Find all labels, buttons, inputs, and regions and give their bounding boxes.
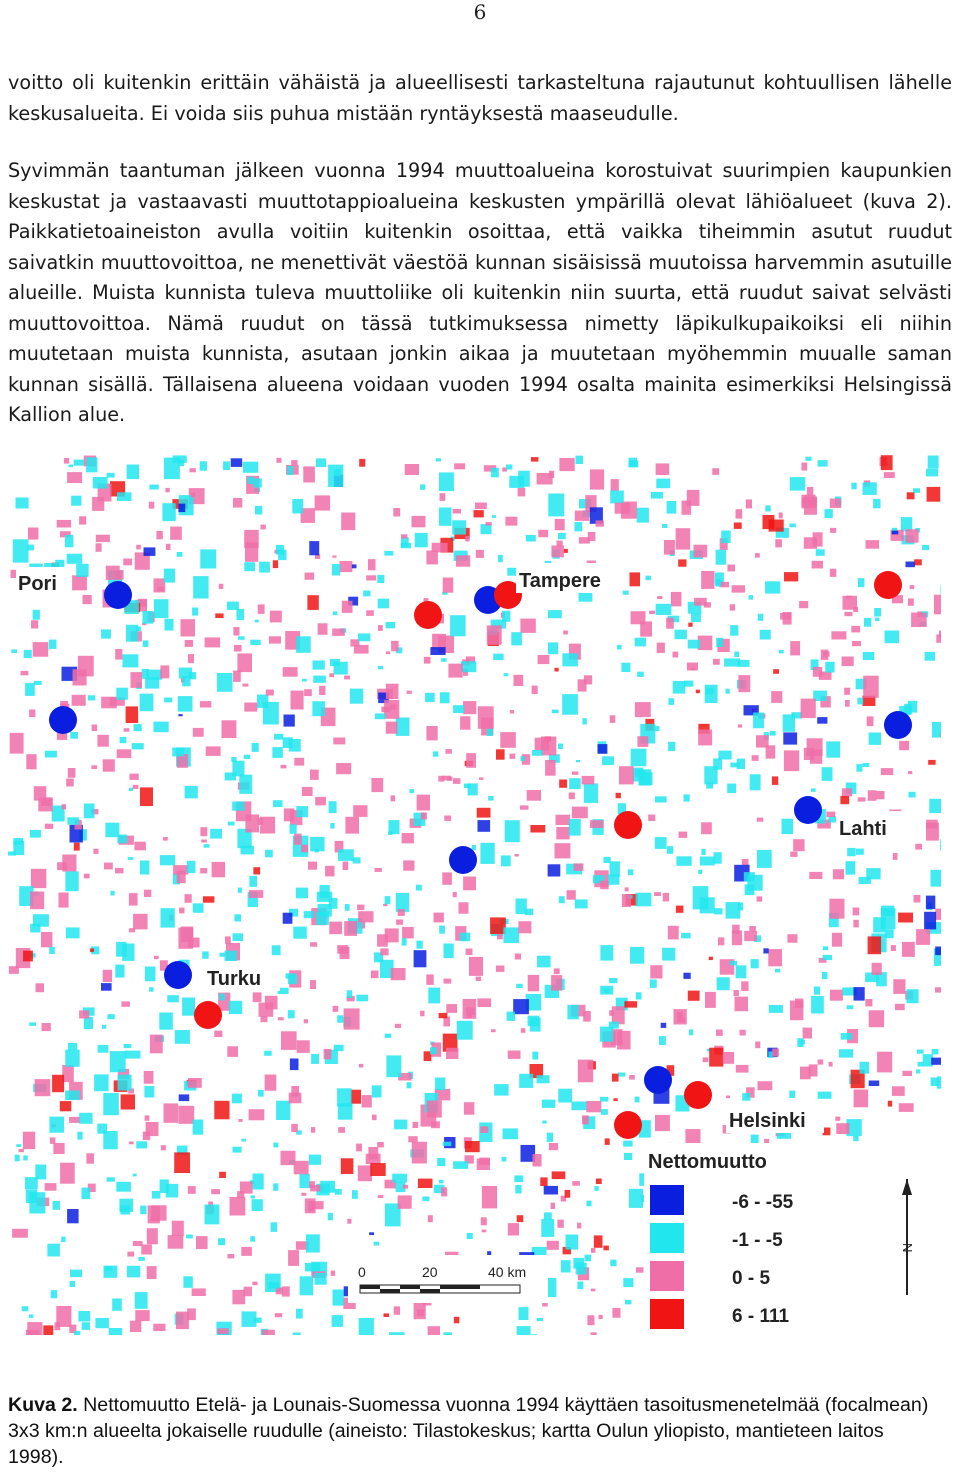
hotspot (614, 811, 642, 839)
city-label-tampere (516, 563, 621, 593)
scale-bar (348, 1255, 548, 1303)
svg-text:6 - 111: 6 - 111 (732, 1306, 790, 1327)
map-legend (644, 1143, 830, 1335)
city-label-lahti (836, 811, 906, 841)
svg-text:40 km: 40 km (488, 1264, 527, 1280)
north-arrow-icon (894, 1173, 920, 1303)
hotspot (194, 1001, 222, 1029)
svg-text:-1 - -5: -1 - -5 (732, 1230, 783, 1251)
svg-text:Turku: Turku (207, 968, 262, 990)
paragraph-1: voitto oli kuitenkin erittäin vähäistä ja alueellisesti tarkasteltuna rajautunut kohtuullisen lähelle keskusalueita. Ei voida siis puhua mistään ryntäyksestä maaseudulle. (8, 71, 952, 125)
caption-label: Kuva 2. (8, 1394, 78, 1416)
city-label-turku (204, 961, 280, 991)
net-migration-map (8, 455, 941, 1335)
hotspot (449, 846, 477, 874)
hotspot (49, 706, 77, 734)
legend-swatch (650, 1185, 684, 1215)
page-number: 6 (473, 0, 487, 24)
hotspot (644, 1066, 672, 1094)
caption-text: Nettomuutto Etelä- ja Lounais-Suomessa vuonna 1994 käyttäen tasoitusmenetelmää (focalmean) 3x3 km:n alueelta jokaiselle ruudulle (aineisto: Tilastokeskus; kartta Oulun yliopisto, mantieteen laitos 1998). (8, 1394, 929, 1468)
hotspot (794, 796, 822, 824)
legend-swatch (650, 1299, 684, 1329)
svg-text:N: N (900, 1243, 915, 1253)
legend-title: Nettomuutto (648, 1151, 767, 1173)
svg-text:-6 - -55: -6 - -55 (732, 1192, 794, 1213)
svg-text:20: 20 (422, 1264, 438, 1280)
city-label-pori (16, 567, 66, 597)
hotspot (614, 1111, 642, 1139)
svg-text:Helsinki: Helsinki (729, 1110, 806, 1132)
hotspot (884, 711, 912, 739)
svg-text:0 - 5: 0 - 5 (732, 1268, 771, 1289)
hotspot (414, 601, 442, 629)
hotspot (874, 571, 902, 599)
hotspot (104, 581, 132, 609)
paragraph-2: Syvimmän taantuman jälkeen vuonna 1994 muuttoalueina korostuivat suurimpien kaupunkien keskustat ja vastaavasti muuttotappioalueina keskusten ympärillä olevat lähiöalueet (kuva 2). Paikkatietoaineiston avulla voitiin kuitenkin osoittaa, että vaikka tiheimmin asutut ruudut saivatkin muuttovoittoa, ne menettivät väestöä kunnan sisäisissä muutoissa harvemmin asutuille alueille. Muista kunnista tuleva muuttoliike oli kuitenkin niin suurta, että ruudut saivat selvästi muuttovoittoa. Nämä ruudut on tässä tutkimuksessa nimetty läpikulkupaikoiksi eli niihin muutetaan muista kunnista, asutaan jonkin aikaa ja muutetaan myöhemmin muualle saman kunnan sisällä. Tällaisena alueena voidaan vuoden 1994 osalta mainita esimerkiksi Helsingissä Kallion alue. (8, 159, 952, 426)
svg-text:Tampere: Tampere (519, 570, 601, 592)
hotspot (164, 961, 192, 989)
hotspot (684, 1081, 712, 1109)
legend-swatch (650, 1261, 684, 1291)
city-label-helsinki (726, 1103, 824, 1133)
legend-swatch (650, 1223, 684, 1253)
svg-text:Lahti: Lahti (839, 818, 887, 840)
svg-text:Pori: Pori (18, 573, 57, 595)
figure-caption (8, 1392, 938, 1470)
svg-text:0: 0 (358, 1264, 366, 1280)
